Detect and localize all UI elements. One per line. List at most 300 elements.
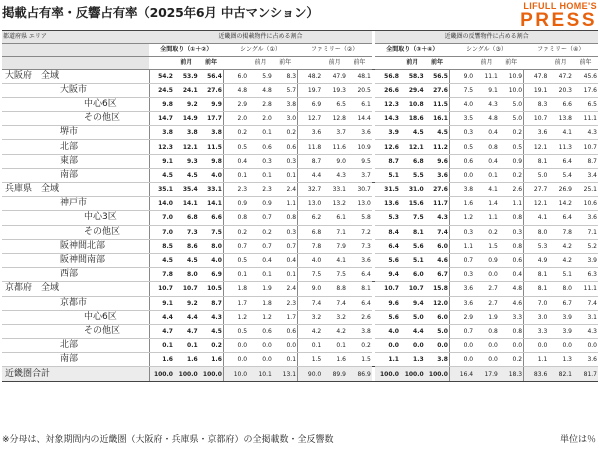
table-cell: 1.6 [149,353,174,367]
col-listing-single: シングル（①） [223,43,297,56]
table-cell: 7.1 [322,225,347,239]
table-cell: 6.5 [573,97,598,111]
table-cell: 5.0 [499,112,524,126]
table-cell: 7.5 [298,268,323,282]
table-cell: 0.1 [273,353,298,367]
table-cell: 12.8 [322,112,347,126]
table-cell: 0.7 [449,324,474,338]
table-cell: 6.0 [425,239,450,253]
table-cell: 5.7 [273,83,298,97]
col-inquiry-single: シングル（③） [449,43,523,56]
table-cell: 11.3 [548,140,573,154]
table-cell: 31.0 [400,183,425,197]
table-cell: 1.2 [449,211,474,225]
table-cell: 47.9 [322,69,347,83]
table-cell: 20.5 [347,83,372,97]
sub-prev-month: 前月 [174,56,199,69]
table-cell: 0.0 [573,339,598,353]
table-cell: 10.9 [499,69,524,83]
table-cell: 33.1 [322,183,347,197]
sub-prev-month: 前月 [548,56,573,69]
table-cell: 3.4 [573,168,598,182]
area-name: 北部 [2,140,149,154]
table-cell: 27.7 [524,183,549,197]
table-cell: 4.1 [474,183,499,197]
table-cell: 4.4 [149,310,174,324]
table-cell: 8.1 [524,268,549,282]
table-cell: 3.5 [449,112,474,126]
table-cell: 8.1 [400,225,425,239]
table-cell: 8.1 [347,282,372,296]
table-cell: 0.2 [347,339,372,353]
table-cell: 8.3 [524,97,549,111]
table-cell: 5.1 [400,253,425,267]
table-cell: 6.7 [548,296,573,310]
table-cell: 3.9 [573,253,598,267]
table-cell: 0.0 [548,339,573,353]
table-cell: 1.7 [273,310,298,324]
table-cell: 6.8 [174,211,199,225]
table-cell: 9.8 [199,154,224,168]
table-cell: 1.8 [248,296,273,310]
table-row [2,69,598,83]
table-cell: 6.9 [199,268,224,282]
table-cell: 4.8 [223,83,248,97]
table-cell: 4.5 [174,168,199,182]
area-name: 南部 [2,168,149,182]
table-cell: 100.0 [375,367,400,381]
table-cell: 0.0 [499,339,524,353]
table-cell: 8.6 [174,239,199,253]
table-cell: 17.9 [474,367,499,381]
table-cell: 6.1 [322,211,347,225]
table-cell: 20.3 [548,83,573,97]
table-cell: 56.4 [199,69,224,83]
table-cell: 5.6 [375,310,400,324]
table-cell: 0.2 [499,126,524,140]
table-cell: 19.3 [322,83,347,97]
table-cell: 86.9 [347,367,372,381]
table-cell: 8.7 [199,296,224,310]
table-cell: 10.7 [174,282,199,296]
table-cell: 11.6 [322,140,347,154]
table-cell: 3.7 [347,168,372,182]
table-cell: 1.9 [474,310,499,324]
col-listing-all: 全間取り（①＋②） [149,43,223,56]
table-cell: 3.2 [298,310,323,324]
table-cell: 3.6 [425,168,450,182]
table-cell: 3.6 [573,353,598,367]
table-cell: 12.1 [400,140,425,154]
table-cell: 31.5 [375,183,400,197]
table-cell: 27.6 [425,183,450,197]
table-cell: 1.1 [524,353,549,367]
share-table [2,30,598,382]
table-cell: 33.1 [199,183,224,197]
table-cell: 12.3 [149,140,174,154]
table-cell: 0.7 [248,239,273,253]
table-cell: 0.2 [248,225,273,239]
table-cell: 54.2 [149,69,174,83]
table-cell: 6.8 [298,225,323,239]
header-row-groups [2,31,598,43]
table-cell: 1.1 [375,353,400,367]
table-cell: 7.3 [347,239,372,253]
table-row [2,97,598,111]
table-cell: 6.0 [400,268,425,282]
table-cell: 12.7 [298,112,323,126]
table-row [2,225,598,239]
table-cell: 3.8 [449,183,474,197]
table-cell: 0.2 [223,126,248,140]
table-cell: 24.5 [149,83,174,97]
table-cell: 4.5 [149,168,174,182]
table-cell: 8.0 [199,239,224,253]
table-cell: 7.4 [298,296,323,310]
table-cell: 4.3 [573,126,598,140]
table-cell: 14.7 [149,112,174,126]
table-cell: 11.5 [199,140,224,154]
table-cell: 0.8 [474,324,499,338]
table-row [2,211,598,225]
table-cell: 7.5 [400,211,425,225]
table-cell: 1.5 [474,239,499,253]
area-name: その他区 [2,225,149,239]
table-cell: 11.1 [474,69,499,83]
table-cell: 0.1 [248,268,273,282]
table-cell: 3.8 [347,324,372,338]
table-cell: 4.1 [548,126,573,140]
table-cell: 0.1 [223,168,248,182]
table-cell: 6.3 [573,268,598,282]
table-cell: 5.2 [573,239,598,253]
table-cell: 89.9 [322,367,347,381]
table-cell: 7.4 [573,296,598,310]
area-name: 大阪市 [2,83,149,97]
area-name: 阪神間南部 [2,253,149,267]
table-cell: 11.1 [573,282,598,296]
area-header: 都道府県 エリア [2,31,149,43]
table-cell: 7.0 [524,296,549,310]
table-cell: 47.8 [524,69,549,83]
table-cell: 5.3 [524,239,549,253]
table-cell: 0.3 [499,225,524,239]
logo-wordmark: PRESS [520,10,597,31]
table-cell: 4.5 [400,126,425,140]
table-cell: 3.3 [499,310,524,324]
table-cell: 8.0 [174,268,199,282]
table-cell: 2.6 [499,183,524,197]
table-cell: 18.3 [499,367,524,381]
table-cell: 56.8 [375,69,400,83]
table-cell: 3.6 [524,126,549,140]
table-cell: 10.0 [223,367,248,381]
table-cell: 8.8 [322,282,347,296]
table-cell: 7.4 [425,225,450,239]
table-cell: 1.3 [548,353,573,367]
table-cell: 0.8 [474,140,499,154]
table-cell: 7.5 [449,83,474,97]
table-cell: 4.5 [425,126,450,140]
table-cell: 0.2 [474,225,499,239]
table-cell: 0.0 [248,339,273,353]
col-inquiry-all: 全間取り（③＋④） [375,43,449,56]
table-row [2,339,598,353]
table-cell: 1.1 [273,197,298,211]
table-cell: 4.3 [573,324,598,338]
table-cell: 0.7 [248,211,273,225]
table-cell: 0.0 [375,339,400,353]
table-cell: 7.3 [174,225,199,239]
table-cell: 1.5 [347,353,372,367]
table-cell: 17.7 [199,112,224,126]
table-cell: 16.1 [425,112,450,126]
table-row [2,83,598,97]
area-name: 中心6区 [2,97,149,111]
table-cell: 4.8 [248,83,273,97]
table-cell: 12.6 [375,140,400,154]
table-cell: 19.7 [298,83,323,97]
table-cell: 8.0 [548,282,573,296]
table-cell: 0.1 [174,339,199,353]
table-cell: 0.5 [499,140,524,154]
table-cell: 1.6 [199,353,224,367]
header-row-sub [2,56,598,69]
table-cell: 7.5 [199,225,224,239]
area-name: 堺市 [2,126,149,140]
table-cell: 18.6 [400,112,425,126]
table-cell: 4.8 [474,112,499,126]
table-row [2,168,598,182]
table-cell: 0.5 [223,324,248,338]
table-cell: 0.9 [474,253,499,267]
table-cell: 0.5 [223,140,248,154]
table-cell: 4.0 [375,324,400,338]
table-cell: 4.0 [199,253,224,267]
table-cell: 9.1 [474,83,499,97]
table-cell: 35.4 [174,183,199,197]
table-cell: 9.0 [449,69,474,83]
table-cell: 3.2 [322,310,347,324]
table-cell: 9.8 [149,97,174,111]
table-cell: 5.3 [375,211,400,225]
table-cell: 10.8 [400,97,425,111]
table-cell: 14.2 [548,197,573,211]
table-cell: 0.0 [400,339,425,353]
table-cell: 3.6 [347,126,372,140]
table-cell: 6.2 [298,211,323,225]
table-cell: 4.3 [199,310,224,324]
table-cell: 9.6 [375,296,400,310]
table-cell: 14.9 [174,112,199,126]
table-cell: 1.1 [474,211,499,225]
table-cell: 8.1 [524,154,549,168]
area-name: 京都市 [2,296,149,310]
footnote: ※分母は、対象期間内の近畿圏（大阪府・兵庫県・京都府）の全掲載数・全反響数 [2,435,334,445]
table-cell: 0.1 [298,339,323,353]
table-cell: 5.6 [400,239,425,253]
sub-prev-month: 前月 [400,56,425,69]
table-cell: 10.7 [573,140,598,154]
table-cell: 0.8 [499,324,524,338]
table-cell: 13.6 [375,197,400,211]
table-cell: 1.1 [499,197,524,211]
table-cell: 3.8 [425,353,450,367]
table-cell: 0.9 [248,197,273,211]
area-name: 京都府 全域 [2,282,149,296]
table-cell: 13.0 [347,197,372,211]
table-cell: 4.7 [149,324,174,338]
table-cell: 0.4 [474,126,499,140]
table-cell: 0.8 [273,211,298,225]
table-cell: 3.6 [449,296,474,310]
table-cell: 3.7 [322,126,347,140]
table-cell: 1.1 [449,239,474,253]
table-cell: 4.2 [298,324,323,338]
table-cell: 2.3 [273,296,298,310]
area-name: 神戸市 [2,197,149,211]
table-cell: 17.6 [573,83,598,97]
table-cell: 4.7 [174,324,199,338]
table-cell: 8.1 [524,282,549,296]
table-cell: 7.0 [149,225,174,239]
table-cell: 5.1 [375,168,400,182]
area-name: 東部 [2,154,149,168]
table-cell: 0.1 [322,339,347,353]
table-cell: 3.6 [449,282,474,296]
table-cell: 0.0 [449,353,474,367]
table-cell: 4.5 [174,253,199,267]
table-cell: 6.4 [347,268,372,282]
table-cell: 2.3 [248,183,273,197]
table-cell: 2.6 [347,310,372,324]
table-cell: 0.6 [449,154,474,168]
table-cell: 0.9 [223,197,248,211]
brand-logo [462,1,597,31]
table-cell: 48.2 [298,69,323,83]
table-cell: 2.0 [223,112,248,126]
table-cell: 1.8 [223,282,248,296]
table-cell: 0.2 [499,168,524,182]
table-cell: 13.2 [322,197,347,211]
table-cell: 4.8 [499,282,524,296]
table-cell: 6.1 [347,97,372,111]
table-cell: 48.1 [347,69,372,83]
table-row [2,324,598,338]
table-cell: 13.8 [548,112,573,126]
table-cell: 3.1 [573,310,598,324]
table-cell: 81.7 [573,367,598,381]
table-cell: 1.2 [223,310,248,324]
table-cell: 0.7 [223,239,248,253]
table-cell: 15.8 [425,282,450,296]
table-cell: 8.5 [149,239,174,253]
table-cell: 2.9 [449,310,474,324]
table-cell: 7.4 [322,296,347,310]
table-cell: 11.2 [425,140,450,154]
col-inquiry-family: ファミリー（④） [524,43,598,56]
table-cell: 3.0 [273,112,298,126]
table-cell: 6.4 [347,296,372,310]
area-name: 阪神間北部 [2,239,149,253]
table-cell: 1.9 [248,282,273,296]
table-cell: 4.5 [199,324,224,338]
table-cell: 0.1 [248,126,273,140]
table-cell: 0.5 [449,140,474,154]
table-cell: 14.1 [199,197,224,211]
sub-prev-month: 前月 [322,56,347,69]
table-row [2,268,598,282]
table-cell: 4.3 [322,168,347,182]
table-cell: 4.9 [524,253,549,267]
table-cell: 6.4 [548,154,573,168]
table-cell: 5.9 [248,69,273,83]
sub-prev-year: 前年 [573,56,598,69]
table-cell: 1.7 [223,296,248,310]
table-cell: 12.1 [174,140,199,154]
table-cell: 0.0 [524,339,549,353]
table-cell: 9.0 [298,282,323,296]
table-cell: 4.3 [474,97,499,111]
table-cell: 0.4 [499,268,524,282]
table-cell: 0.4 [474,154,499,168]
table-row [2,154,598,168]
table-cell: 0.0 [449,339,474,353]
sub-prev-year: 前年 [273,56,298,69]
table-cell: 0.6 [248,324,273,338]
table-cell: 100.0 [174,367,199,381]
table-cell: 3.6 [347,253,372,267]
table-cell: 9.6 [425,154,450,168]
table-cell: 0.7 [449,253,474,267]
table-cell: 0.1 [273,268,298,282]
table-body [2,69,598,381]
table-cell: 13.1 [273,367,298,381]
table-cell: 5.0 [425,324,450,338]
table-cell: 6.4 [548,211,573,225]
table-cell: 6.6 [199,211,224,225]
header-row-columns [2,43,598,56]
table-cell: 7.1 [573,225,598,239]
sub-prev-year: 前年 [499,56,524,69]
table-cell: 7.5 [322,268,347,282]
table-cell: 8.7 [298,154,323,168]
table-cell: 14.1 [174,197,199,211]
table-cell: 3.9 [548,310,573,324]
table-cell: 29.4 [400,83,425,97]
table-cell: 2.0 [248,112,273,126]
table-cell: 4.2 [548,239,573,253]
table-cell: 4.0 [298,253,323,267]
table-cell: 2.9 [223,97,248,111]
table-cell: 35.1 [149,183,174,197]
table-cell: 12.1 [524,140,549,154]
table-cell: 30.7 [347,183,372,197]
table-cell: 4.0 [199,168,224,182]
table-cell: 6.8 [400,154,425,168]
table-cell: 4.4 [400,324,425,338]
table-cell: 2.4 [273,282,298,296]
table-cell: 45.6 [573,69,598,83]
table-cell: 2.7 [474,282,499,296]
table-cell: 9.5 [347,154,372,168]
table-cell: 14.3 [375,112,400,126]
table-cell: 0.3 [449,268,474,282]
table-cell: 0.1 [474,168,499,182]
area-name: 西部 [2,268,149,282]
table-cell: 14.4 [347,112,372,126]
area-name: 中心3区 [2,211,149,225]
